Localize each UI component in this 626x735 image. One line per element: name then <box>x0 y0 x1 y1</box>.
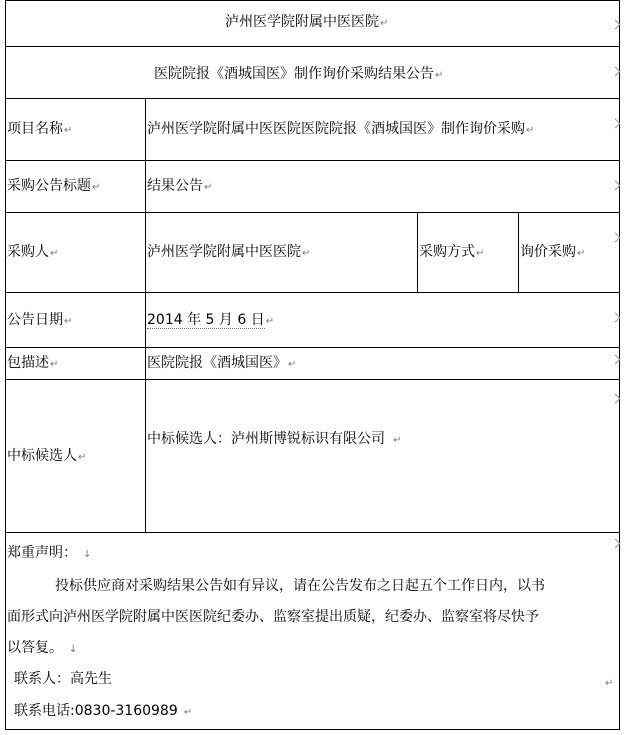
purchaser-value: 泸州医学院附属中医医院↵ <box>147 244 311 260</box>
procurement-method-label: 采购方式↵ <box>419 244 485 260</box>
table-border-row-2 <box>5 98 620 99</box>
table-border-row-3 <box>5 160 620 161</box>
notice-title-label: 采购公告标题↵ <box>7 178 101 194</box>
statement-line-3: 以答复。 ↓ <box>7 640 78 656</box>
statement-heading: 郑重声明： ↓ <box>7 545 92 561</box>
procurement-method-value: 询价采购↵ <box>520 244 586 260</box>
table-border-right <box>619 0 620 730</box>
method-label-divider <box>417 212 418 293</box>
method-value-divider <box>518 212 519 293</box>
hospital-name: 泸州医学院附属中医医院↵ <box>225 14 389 30</box>
purchaser-label: 采购人↵ <box>7 244 59 260</box>
notice-date-value: 2014 年 5 月 6 日↵ <box>147 312 275 328</box>
contact-phone: 联系电话:0830-3160989 ↵ <box>14 703 193 719</box>
table-border-row-5 <box>5 292 620 293</box>
notice-title-value: 结果公告↵ <box>147 178 213 194</box>
contact-person: 联系人：高先生 <box>14 671 112 687</box>
contact-person-mark: ↵ <box>605 678 614 689</box>
project-name-label: 项目名称↵ <box>7 121 73 137</box>
table-border-left <box>5 0 6 730</box>
table-border-top <box>5 0 620 1</box>
table-border-row-7 <box>5 379 620 380</box>
package-desc-label: 包描述↵ <box>7 355 59 371</box>
announcement-title: 医院院报《酒城国医》制作询价采购结果公告↵ <box>154 66 444 82</box>
table-border-row-8 <box>5 532 620 533</box>
table-border-row-1 <box>5 46 620 47</box>
table-border-row-6 <box>5 347 620 348</box>
table-border-row-4 <box>5 212 620 213</box>
package-desc-value: 医院院报《酒城国医》↵ <box>147 355 297 371</box>
winning-candidate-value: 中标候选人：泸州斯博锐标识有限公司 ↵ <box>147 431 402 447</box>
statement-line-1: 投标供应商对采购结果公告如有异议，请在公告发布之日起五个工作日内，以书 <box>55 578 545 594</box>
project-name-value: 泸州医学院附属中医医院医院院报《酒城国医》制作询价采购↵ <box>147 121 535 137</box>
statement-line-2: 面形式向泸州医学院附属中医医院纪委办、监察室提出质疑，纪委办、监察室将尽快予 <box>7 609 539 625</box>
winning-candidate-label: 中标候选人↵ <box>7 448 87 464</box>
notice-date-label: 公告日期↵ <box>7 312 73 328</box>
label-column-divider <box>145 98 146 533</box>
table-border-bottom <box>5 729 620 730</box>
